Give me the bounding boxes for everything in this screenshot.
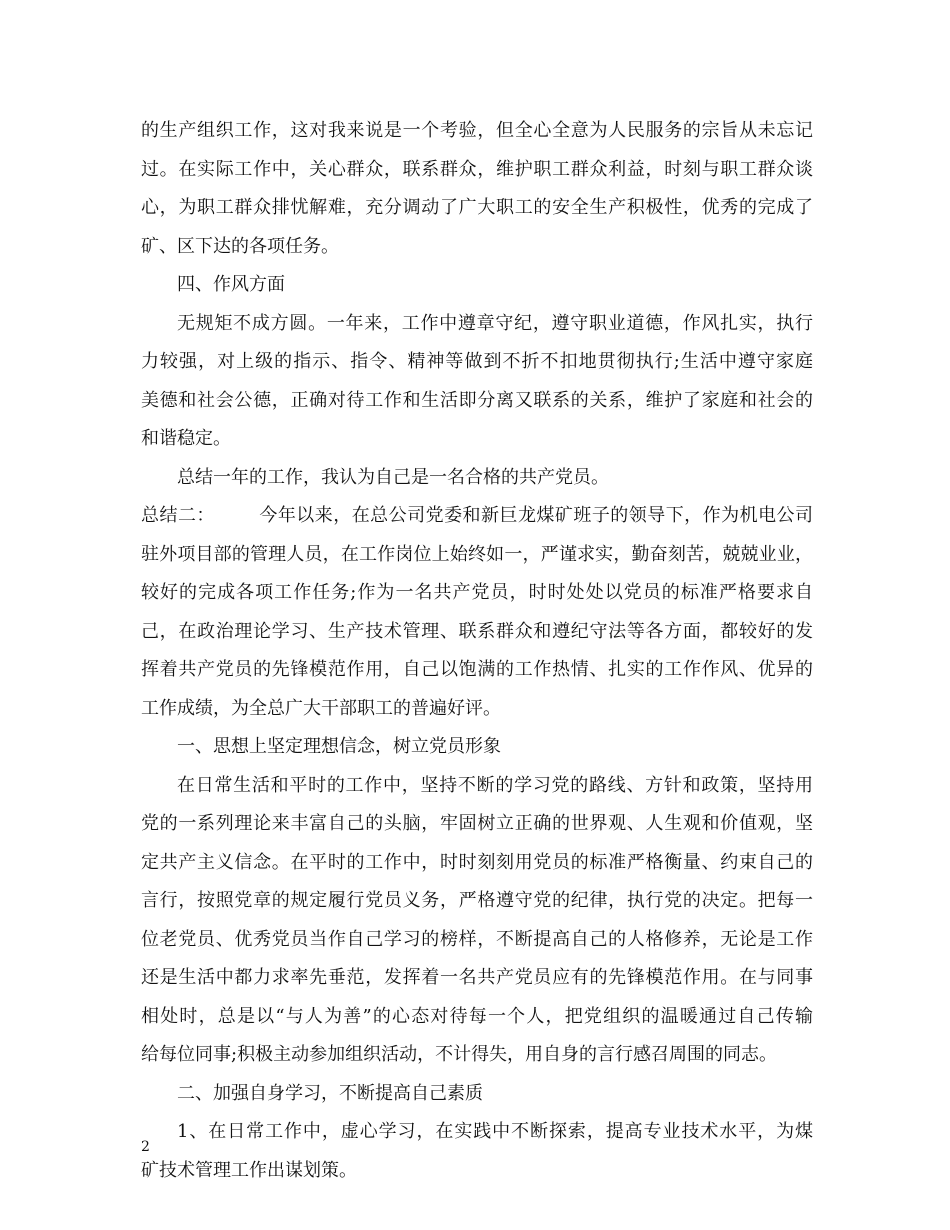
text-line: 的生产组织工作，这对我来说是一个考验，但全心全意为人民服务的宗旨从未忘记 [141,120,813,141]
section-heading-study: 二、加强自身学习，不断提高自己素质 [177,1082,483,1104]
text-line: 己，在政治理论学习、生产技术管理、联系群众和遵纪守法等各方面，都较好的发 [141,620,813,642]
document-body [141,112,813,1190]
section-heading-thought: 一、思想上坚定理想信念，树立党员形象 [177,736,501,757]
text-line: 相处时，总是以“与人为善”的心态对待每一个人，把党组织的温暖通过自己传输 [141,1005,813,1027]
text-line: 力较强，对上级的指示、指令、精神等做到不折不扣地贯彻执行;生活中遵守家庭 [141,351,813,372]
text-line: 在日常生活和平时的工作中，坚持不断的学习党的路线、方针和政策，坚持用 [177,774,813,796]
section-heading-style: 四、作风方面 [177,274,285,295]
text-line: 1、在日常工作中，虚心学习，在实践中不断探索，提高专业技术水平，为煤 [177,1121,813,1142]
text-line: 言行，按照党章的规定履行党员义务，严格遵守党的纪律，执行党的决定。把每一 [141,890,813,911]
text-line: 还是生活中都力求率先垂范，发挥着一名共产党员应有的先锋模范作用。在与同事 [141,967,813,988]
text-line: 驻外项目部的管理人员，在工作岗位上始终如一，严谨求实，勤奋刻苦，兢兢业业， [141,543,813,565]
text-line: 心，为职工群众排忧解难，充分调动了广大职工的安全生产积极性，优秀的完成了 [141,197,813,218]
text-line: 过。在实际工作中，关心群众，联系群众，维护职工群众利益，时刻与职工群众谈 [141,158,813,180]
text-line: 总结一年的工作，我认为自己是一名合格的共产党员。 [177,466,609,488]
summary-two-label: 总结二： [141,505,215,526]
text-line: 今年以来，在总公司党委和新巨龙煤矿班子的领导下，作为机电公司 [258,505,814,526]
text-line: 无规矩不成方圆。一年来，工作中遵章守纪，遵守职业道德，作风扎实，执行 [177,312,813,334]
text-line: 工作成绩，为全总广大干部职工的普遍好评。 [141,697,501,719]
text-line: 党的一系列理论来丰富自己的头脑，牢固树立正确的世界观、人生观和价值观，坚 [141,813,813,834]
text-line: 位老党员、优秀党员当作自己学习的榜样，不断提高自己的人格修养，无论是工作 [141,928,813,950]
text-line: 矿、区下达的各项任务。 [141,235,339,257]
text-line: 给每位同事;积极主动参加组织活动，不计得失，用自身的言行感召周围的同志。 [141,1044,778,1065]
page-number: 2 [141,1139,150,1155]
text-line: 美德和社会公德，正确对待工作和生活即分离又联系的关系，维护了家庭和社会的 [141,389,813,411]
text-line: 较好的完成各项工作任务;作为一名共产党员，时时处处以党员的标准严格要求自 [141,582,813,603]
summary-two-line [141,497,813,536]
text-line: 定共产主义信念。在平时的工作中，时时刻刻用党员的标准严格衡量、约束自己的 [141,851,813,873]
text-line: 和谐稳定。 [141,428,231,449]
text-line: 挥着共产党员的先锋模范作用，自己以饱满的工作热情、扎实的工作作风、优异的 [141,659,813,680]
text-line: 矿技术管理工作出谋划策。 [141,1159,357,1181]
